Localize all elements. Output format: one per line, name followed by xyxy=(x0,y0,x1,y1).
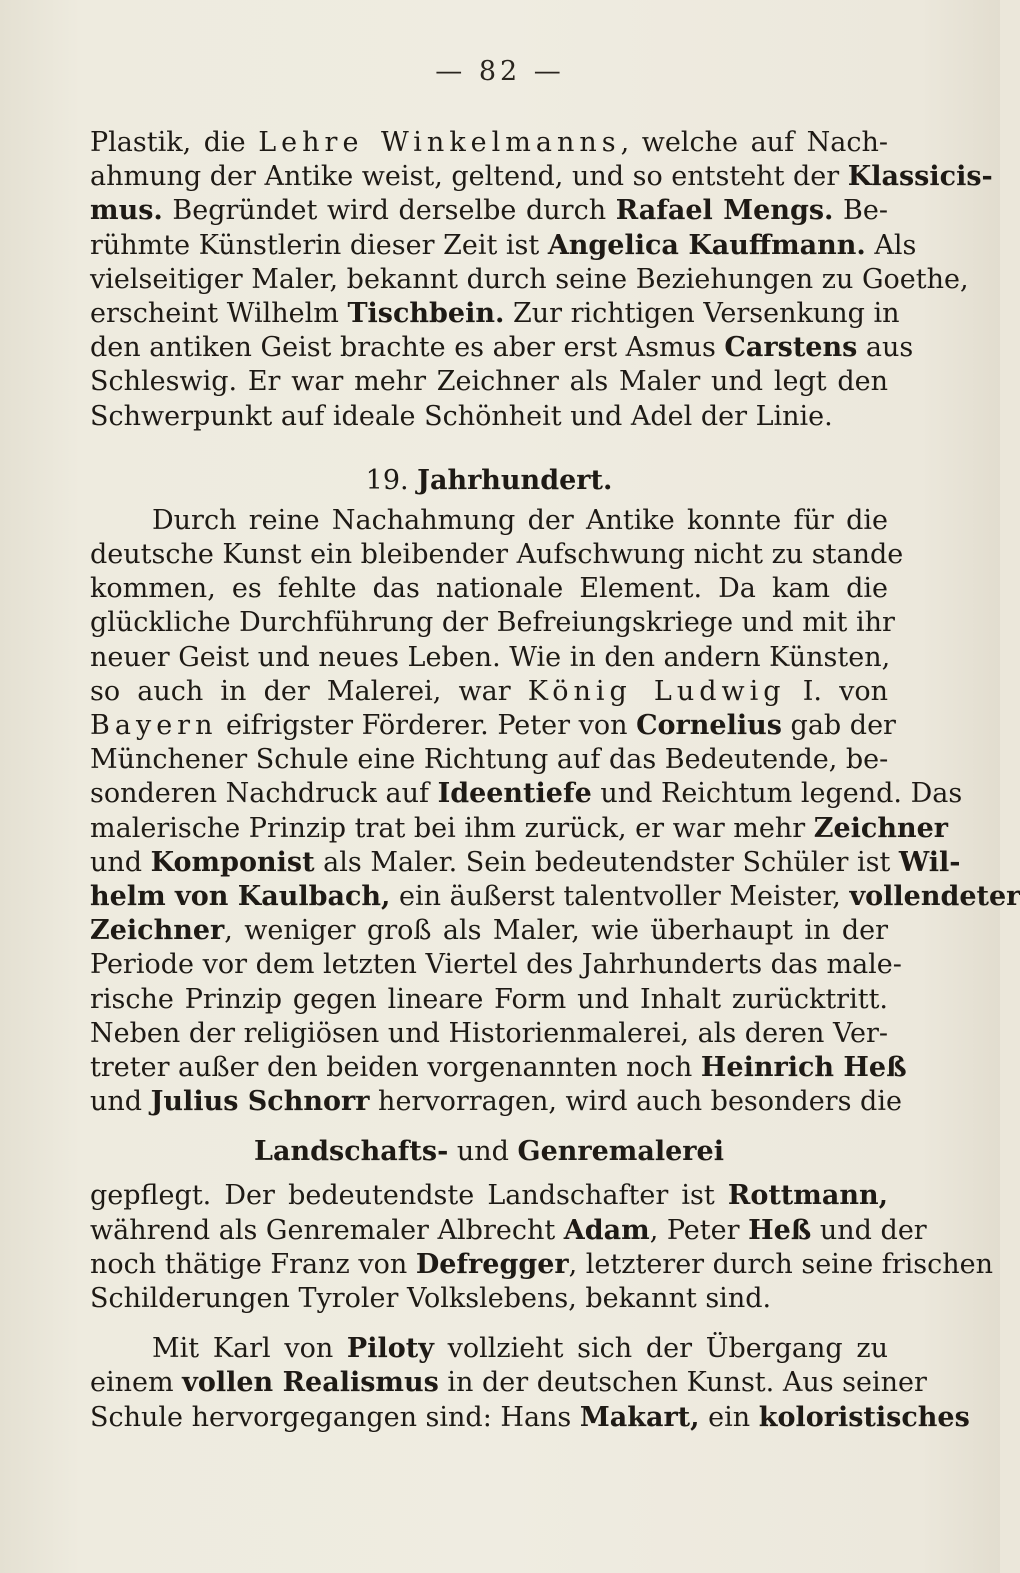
text-run: I. von xyxy=(785,675,889,707)
bold-emphasis: helm von Kaulbach, xyxy=(90,880,391,912)
bold-emphasis: Rottmann, xyxy=(727,1180,888,1212)
text-run: als Maler. Sein bedeutendster Schüler ist xyxy=(314,846,899,878)
text-run: malerische Prinzip trat bei ihm zurück, er war mehr xyxy=(90,812,814,844)
bold-emphasis: Ideentiefe xyxy=(437,778,592,810)
bold-emphasis: Rafael Mengs. xyxy=(615,195,834,227)
text-run: Neben der religiösen und Historienmalerei, als deren Ver- xyxy=(90,1017,888,1049)
bold-emphasis: vollendeter xyxy=(849,880,1020,912)
text-line xyxy=(90,1332,888,1366)
text-run: rische Prinzip gegen lineare Form und Inhalt zurücktritt. xyxy=(90,983,888,1015)
text-run: einem xyxy=(90,1367,183,1399)
text-run: , weniger groß als Maler, wie überhaupt in der xyxy=(224,915,888,947)
spaced-emphasis: Lehre Winkelmanns xyxy=(258,127,621,158)
text-run: , welche auf Nach- xyxy=(620,127,888,158)
bold-emphasis: Cornelius xyxy=(636,710,782,741)
text-run: und xyxy=(90,1086,151,1118)
text-run: rühmte Künstlerin dieser Zeit ist xyxy=(90,229,548,261)
text-run: in der deutschen Kunst. Aus seiner xyxy=(438,1367,927,1399)
bold-emphasis: mus. xyxy=(90,195,163,227)
text-run: Schwerpunkt auf ideale Schönheit und Adel der Linie. xyxy=(90,400,833,432)
text-line xyxy=(90,675,888,709)
text-line xyxy=(90,229,917,263)
text-run: aus xyxy=(857,332,914,364)
bold-emphasis: Makart, xyxy=(579,1401,700,1433)
bold-emphasis: Heinrich Heß xyxy=(700,1051,907,1083)
text-line xyxy=(90,1401,970,1435)
bold-emphasis: Adam xyxy=(563,1214,650,1246)
page-number: — 82 — xyxy=(435,56,565,87)
text-run: neuer Geist und neues Leben. Wie in den andern Künsten, xyxy=(90,641,891,673)
section-heading xyxy=(90,1135,888,1169)
text-line xyxy=(90,948,902,982)
text-run: ein xyxy=(699,1401,759,1433)
text-line xyxy=(90,812,949,846)
text-line xyxy=(90,1085,902,1119)
bold-emphasis: Klassicis- xyxy=(847,161,993,193)
bold-emphasis: Zeichner xyxy=(813,812,949,844)
paragraph xyxy=(90,1179,994,1316)
text-line xyxy=(90,983,888,1017)
text-line xyxy=(90,263,969,297)
text-run: Als xyxy=(865,229,917,261)
text-run: , letzterer durch seine frischen xyxy=(568,1248,994,1280)
text-run: Schule hervorgegangen sind: Hans xyxy=(90,1401,580,1433)
text-line xyxy=(90,641,891,675)
text-line xyxy=(90,1179,888,1213)
text-run: ahmung der Antike weist, geltend, und so entsteht der xyxy=(90,161,848,193)
text-line xyxy=(90,606,895,640)
text-run: noch thätige Franz von xyxy=(90,1248,416,1280)
text-run: vielseitiger Maler, bekannt durch seine Beziehungen zu Goethe, xyxy=(90,263,969,295)
text-run: deutsche Kunst ein bleibender Aufschwung nicht zu stande xyxy=(90,539,904,571)
spaced-emphasis: Bayern xyxy=(90,710,218,741)
text-line xyxy=(90,1214,927,1248)
bold-emphasis: Heß xyxy=(748,1214,812,1246)
bold-emphasis: Genremalerei xyxy=(517,1136,724,1168)
text-line xyxy=(90,880,1020,914)
bold-emphasis: Wil- xyxy=(898,846,961,878)
text-line xyxy=(90,504,888,538)
bold-emphasis: koloristisches xyxy=(758,1401,970,1433)
text-line xyxy=(90,331,914,365)
text-run: Periode vor dem letzten Viertel des Jahrhunderts das male- xyxy=(90,949,902,981)
text-line xyxy=(90,297,900,331)
paragraph xyxy=(90,504,1020,1119)
bold-emphasis: Tischbein. xyxy=(347,297,505,329)
text-line xyxy=(90,743,888,777)
text-run: 19. xyxy=(365,464,418,496)
text-run: Münchener Schule eine Richtung auf das Bedeutende, be- xyxy=(90,744,889,776)
bold-emphasis: Carstens xyxy=(724,332,858,364)
text-line xyxy=(90,160,993,194)
text-line xyxy=(90,1017,888,1051)
paragraph-gap xyxy=(90,1316,888,1332)
text-run: vollzieht sich der Übergang zu xyxy=(433,1333,888,1365)
text-line xyxy=(90,1282,888,1316)
text-run: und der xyxy=(811,1214,927,1246)
text-line xyxy=(90,1366,927,1400)
text-run: gepflegt. Der bedeutendste Landschafter ist xyxy=(90,1180,728,1212)
text-line xyxy=(90,1248,994,1282)
text-run: ein äußerst talentvoller Meister, xyxy=(390,880,850,912)
paragraph xyxy=(90,126,993,434)
spaced-emphasis: König Ludwig xyxy=(527,675,786,707)
text-run: Plastik, die xyxy=(90,127,259,158)
text-run: und Reichtum legend. Das xyxy=(591,778,963,810)
text-line xyxy=(90,846,961,880)
text-line xyxy=(90,365,888,399)
bold-emphasis: vollen Realismus xyxy=(182,1367,439,1399)
text-run: und xyxy=(90,846,151,878)
text-line xyxy=(90,777,963,811)
text-run: Schleswig. Er war mehr Zeichner als Maler und legt den xyxy=(90,366,888,398)
text-run: und xyxy=(448,1136,518,1168)
text-line xyxy=(90,538,904,572)
text-run: gab der xyxy=(781,710,896,741)
text-run: eifrigster Förderer. Peter von xyxy=(217,710,637,741)
text-line xyxy=(90,194,888,228)
body-text xyxy=(90,126,1020,1435)
text-run: Be- xyxy=(833,195,888,227)
text-run: kommen, es fehlte das nationale Element. Da kam die xyxy=(90,573,888,605)
paragraph xyxy=(90,1332,970,1435)
text-run: Zur richtigen Versenkung in xyxy=(504,297,900,329)
text-run: glückliche Durchführung der Befreiungskriege und mit ihr xyxy=(90,607,895,639)
text-run: treter außer den beiden vorgenannten noch xyxy=(90,1051,701,1083)
bold-emphasis: Julius Schnorr xyxy=(150,1086,370,1118)
bold-emphasis: Landschafts- xyxy=(254,1136,449,1168)
text-run: sonderen Nachdruck auf xyxy=(90,778,438,810)
text-run: während als Genremaler Albrecht xyxy=(90,1214,564,1246)
text-run: so auch in der Malerei, war xyxy=(90,675,528,707)
bold-emphasis: Komponist xyxy=(150,846,315,878)
text-line xyxy=(90,126,888,160)
section-heading xyxy=(90,464,888,498)
text-run: , Peter xyxy=(649,1214,749,1246)
text-line xyxy=(90,709,896,743)
text-line xyxy=(90,914,888,948)
text-line xyxy=(90,572,888,606)
text-run: hervorragen, wird auch besonders die xyxy=(369,1086,902,1118)
text-run: Durch reine Nachahmung der Antike konnte für die xyxy=(152,504,888,536)
text-run: erscheint Wilhelm xyxy=(90,297,348,329)
bold-emphasis: Piloty xyxy=(346,1333,434,1365)
text-run: Mit Karl von xyxy=(152,1333,347,1365)
text-run: den antiken Geist brachte es aber erst Asmus xyxy=(90,332,725,364)
text-run: Schilderungen Tyroler Volkslebens, bekannt sind. xyxy=(90,1283,772,1314)
bold-emphasis: Defregger xyxy=(415,1248,569,1280)
text-line xyxy=(90,400,888,434)
bold-emphasis: Angelica Kauffmann. xyxy=(547,229,866,261)
text-line xyxy=(90,1051,907,1085)
text-run: Begründet wird derselbe durch xyxy=(162,195,616,227)
bold-emphasis: Jahrhundert. xyxy=(417,464,613,496)
bold-emphasis: Zeichner xyxy=(90,915,225,947)
